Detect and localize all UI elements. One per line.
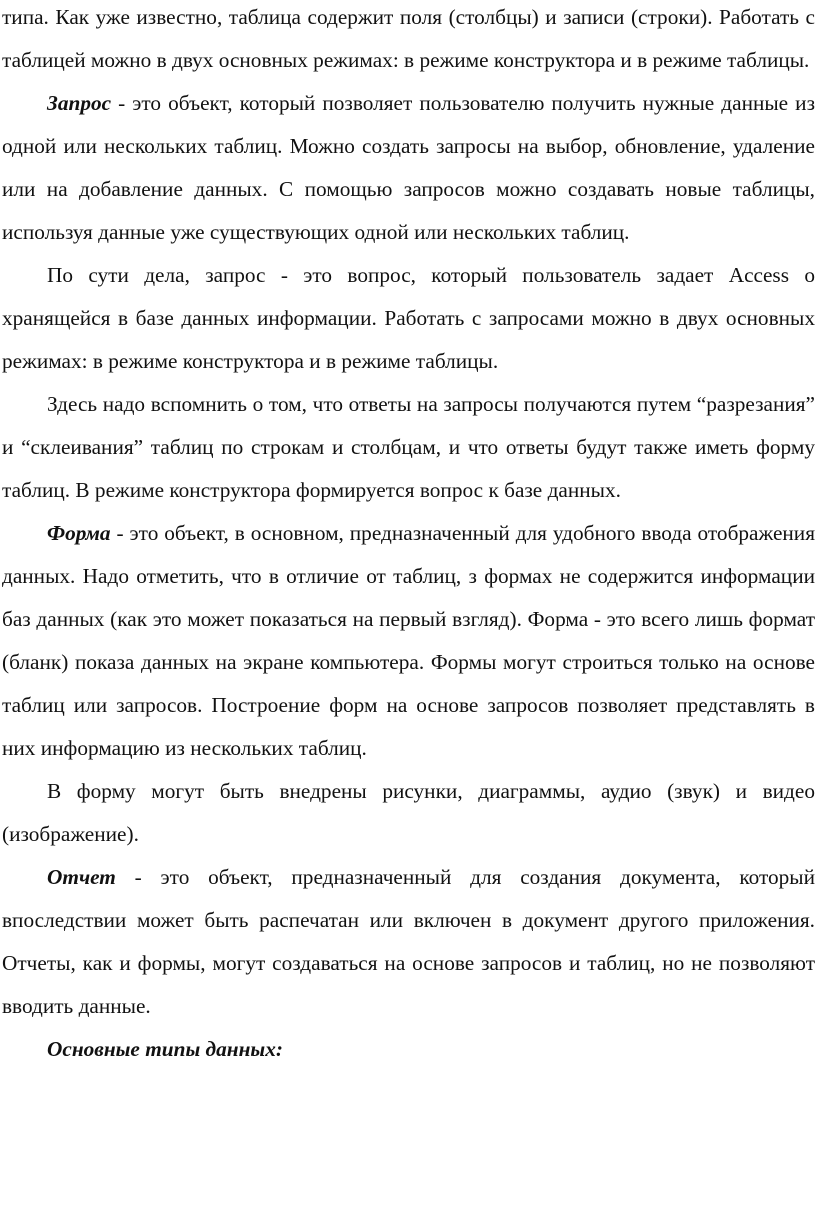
section-heading-data-types: Основные типы данных: <box>47 1037 283 1061</box>
paragraph-tables-continued: типа. Как уже известно, таблица содержит поля (столбцы) и записи (строки). Работать с таблицей можно в двух основных режимах: в режиме конструктора и в режиме таблицы. <box>2 5 815 72</box>
paragraph-report <box>2 856 815 1028</box>
form-definition: - это объект, в основном, предназначенный для удобного ввода отображения данных. Надо отметить, что в отличие от таблиц, з формах не содержится информации баз данных (как это может показаться на первый взгляд). Форма - это всего лишь формат (бланк) показа данных на экране компьютера. Формы могут строиться только на основе таблиц или запросов. Построение форм на основе запросов позволяет представлять в них информацию из нескольких таблиц. <box>2 521 815 760</box>
report-definition: - это объект, предназначенный для создания документа, который впоследствии может быть распечатан или включен в документ другого приложения. Отчеты, как и формы, могут создаваться на основе запросов и таблиц, но не позволяют вводить данные. <box>2 865 815 1018</box>
term-form: Форма <box>47 521 111 545</box>
paragraph-query-answers: Здесь надо вспомнить о том, что ответы на запросы получаются путем “разрезания” и “склеивания” таблиц по строкам и столбцам, и что ответы будут также иметь форму таблиц. В режиме конструктора формируется вопрос к базе данных. <box>2 392 815 502</box>
paragraph-form-media: В форму могут быть внедрены рисунки, диаграммы, аудио (звук) и видео (изображение). <box>2 779 815 846</box>
term-report: Отчет <box>47 865 116 889</box>
query-definition: - это объект, который позволяет пользователю получить нужные данные из одной или нескольких таблиц. Можно создать запросы на выбор, обновление, удаление или на добавление данных. С помощью запросов можно создавать новые таблицы, используя данные уже существующих одной или нескольких таблиц. <box>2 91 815 244</box>
term-query: Запрос <box>47 91 112 115</box>
paragraph-query-essence: По сути дела, запрос - это вопрос, который пользователь задает Access о хранящейся в базе данных информации. Работать с запросами можно в двух основных режимах: в режиме конструктора и в режиме таблицы. <box>2 263 815 373</box>
paragraph-query <box>2 82 815 254</box>
paragraph-form <box>2 512 815 770</box>
